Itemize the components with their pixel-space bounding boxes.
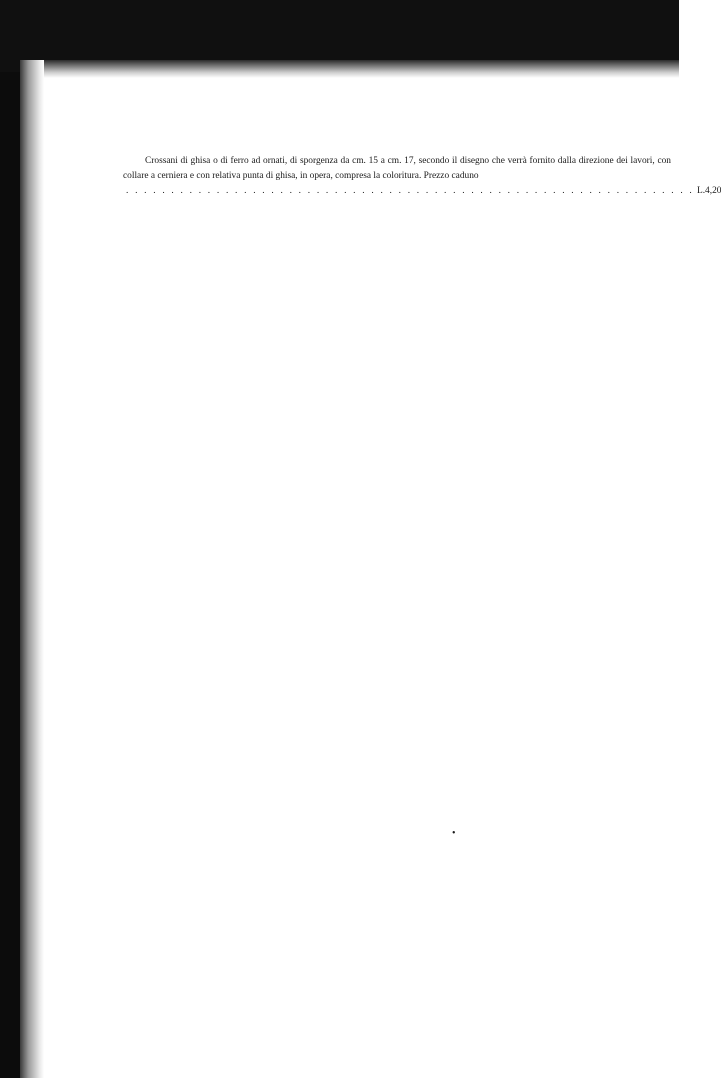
t120-body: Crossani di ghisa o di ferro ad ornati, di sporgenza da cm. 15 a cm. 17, secondo il disegno che verrà fornito dalla direzione dei lavori, con collare a cerniera e con relativa punta di ghisa, in opera, compresa la coloritura. Prezzo caduno <box>123 156 671 181</box>
currency-label: L. <box>696 186 706 196</box>
item-120 <box>123 154 721 199</box>
item-120-text <box>123 154 721 199</box>
price-value: 4,20 <box>705 186 721 196</box>
ink-dot: • <box>452 828 456 839</box>
t120-price-line: . . . . . . . . . . . . . . . . . . . . . . . . . . . . . . . . . . . . . . . . . . . . . . . . . . . . . . . . . . . . . . . L. 4,20 <box>123 184 671 199</box>
